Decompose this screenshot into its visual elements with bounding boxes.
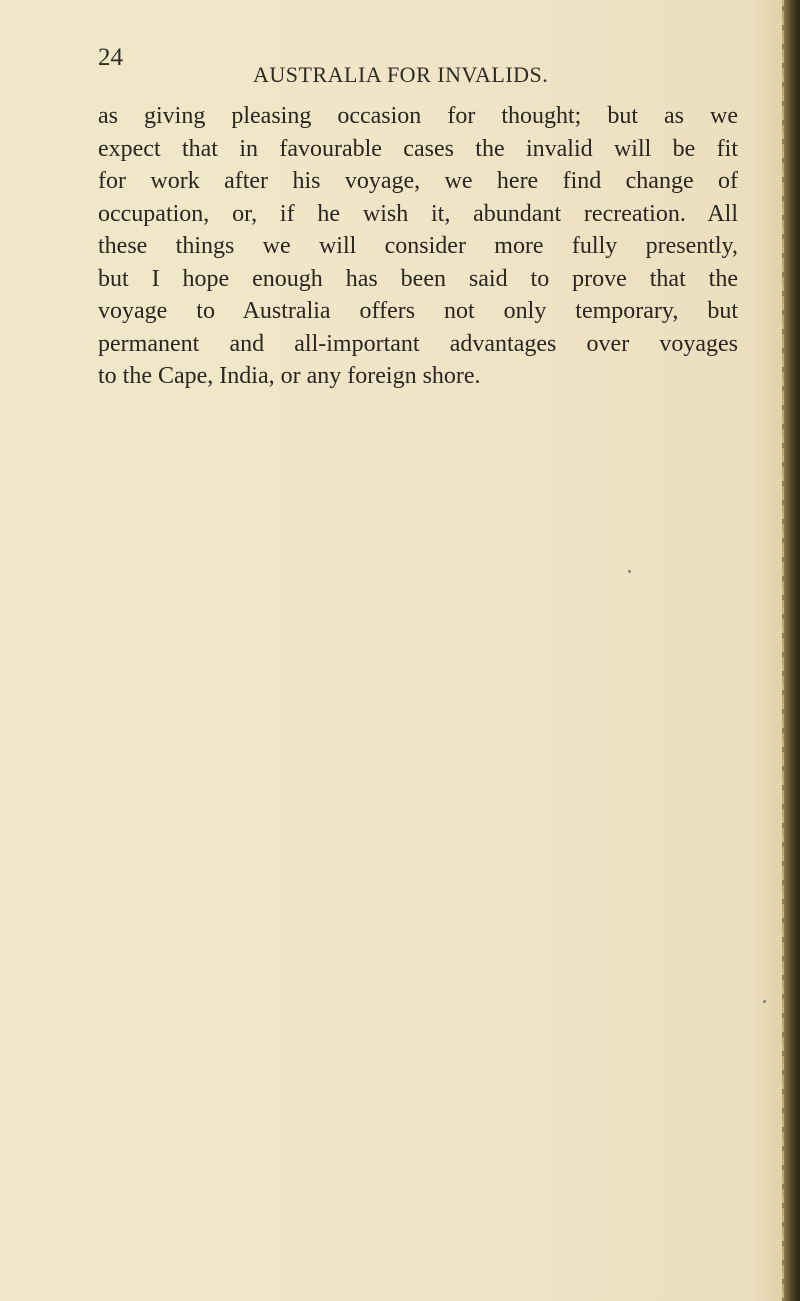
book-edge [784, 0, 800, 1301]
text-line: expect that in favourable cases the invalid will be fit [98, 135, 738, 162]
text-line: voyage to Australia offers not only temporary, but [98, 298, 738, 324]
body-paragraph [98, 100, 738, 393]
paper-speck [628, 570, 631, 573]
running-title: AUSTRALIA FOR INVALIDS. [253, 62, 549, 87]
paper-speck [763, 1000, 766, 1003]
text-line: as giving pleasing occasion for thought; but as we [98, 103, 738, 129]
text-line: occupation, or, if he wish it, abundant recreation. All [98, 200, 738, 227]
text-line: permanent and all-important advantages over voyages [98, 330, 738, 357]
text-line: but I hope enough has been said to prove that the [98, 265, 738, 292]
text-line: for work after his voyage, we here find change of [98, 168, 738, 194]
text-line: these things we will consider more fully presently, [98, 233, 738, 259]
text-line: to the Cape, India, or any foreign shore. [98, 363, 481, 389]
page-number: 24 [98, 44, 123, 71]
